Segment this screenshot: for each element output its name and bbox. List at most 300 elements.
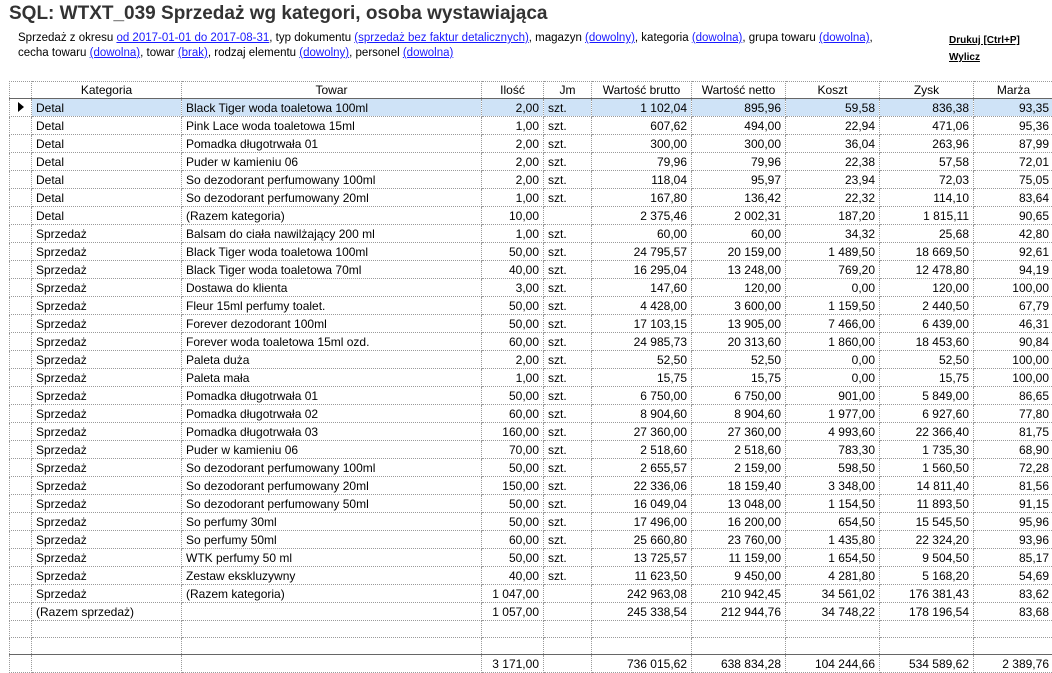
param-warehouse-link[interactable]: (dowolny) bbox=[585, 32, 635, 44]
cell-wartosc-brutto[interactable]: 6 750,00 bbox=[592, 387, 692, 405]
cell-jm[interactable]: szt. bbox=[544, 117, 592, 135]
cell-zysk[interactable]: 15,75 bbox=[880, 369, 974, 387]
table-row[interactable] bbox=[10, 243, 1052, 261]
cell-jm[interactable]: szt. bbox=[544, 171, 592, 189]
cell-zysk[interactable]: 1 815,11 bbox=[880, 207, 974, 225]
cell-jm[interactable]: szt. bbox=[544, 459, 592, 477]
cell-kategoria[interactable]: Detal bbox=[32, 99, 182, 117]
table-row[interactable] bbox=[10, 225, 1052, 243]
cell-wartosc-brutto[interactable]: 15,75 bbox=[592, 369, 692, 387]
cell-wartosc-brutto[interactable]: 147,60 bbox=[592, 279, 692, 297]
cell-wartosc-brutto[interactable]: 24 795,57 bbox=[592, 243, 692, 261]
cell-wartosc-brutto[interactable]: 52,50 bbox=[592, 351, 692, 369]
row-indicator[interactable] bbox=[10, 333, 32, 351]
cell-zysk[interactable]: 18 669,50 bbox=[880, 243, 974, 261]
cell-koszt[interactable]: 4 281,80 bbox=[786, 567, 880, 585]
cell-wartosc-netto[interactable]: 18 159,40 bbox=[692, 477, 786, 495]
cell-kategoria[interactable]: Sprzedaż bbox=[32, 333, 182, 351]
cell-ilosc[interactable]: 60,00 bbox=[482, 405, 544, 423]
cell-wartosc-netto[interactable]: 6 750,00 bbox=[692, 387, 786, 405]
table-row[interactable] bbox=[10, 99, 1052, 117]
cell-wartosc-netto[interactable]: 120,00 bbox=[692, 279, 786, 297]
cell-towar[interactable]: Puder w kamieniu 06 bbox=[182, 153, 482, 171]
cell-ilosc[interactable]: 50,00 bbox=[482, 297, 544, 315]
cell-jm[interactable]: szt. bbox=[544, 243, 592, 261]
column-header-marza[interactable]: Marża bbox=[974, 82, 1052, 99]
cell-wartosc-netto[interactable]: 16 200,00 bbox=[692, 513, 786, 531]
cell-koszt[interactable]: 1 977,00 bbox=[786, 405, 880, 423]
column-header-wartosc-brutto[interactable]: Wartość brutto bbox=[592, 82, 692, 99]
row-indicator[interactable] bbox=[10, 369, 32, 387]
cell-towar[interactable]: So dezodorant perfumowany 50ml bbox=[182, 495, 482, 513]
cell-wartosc-brutto[interactable]: 4 428,00 bbox=[592, 297, 692, 315]
table-row[interactable] bbox=[10, 603, 1052, 621]
table-row[interactable] bbox=[10, 369, 1052, 387]
column-header-kategoria[interactable]: Kategoria bbox=[32, 82, 182, 99]
cell-jm[interactable]: szt. bbox=[544, 441, 592, 459]
table-row[interactable] bbox=[10, 135, 1052, 153]
cell-zysk[interactable]: 22 366,40 bbox=[880, 423, 974, 441]
cell-wartosc-brutto[interactable]: 300,00 bbox=[592, 135, 692, 153]
cell-wartosc-brutto[interactable]: 242 963,08 bbox=[592, 585, 692, 603]
cell-ilosc[interactable]: 40,00 bbox=[482, 261, 544, 279]
cell-wartosc-brutto[interactable]: 24 985,73 bbox=[592, 333, 692, 351]
cell-wartosc-brutto[interactable]: 22 336,06 bbox=[592, 477, 692, 495]
cell-wartosc-netto[interactable]: 8 904,60 bbox=[692, 405, 786, 423]
cell-marza[interactable]: 81,75 bbox=[974, 423, 1052, 441]
cell-towar[interactable]: Puder w kamieniu 06 bbox=[182, 441, 482, 459]
param-personnel-link[interactable]: (dowolna) bbox=[403, 47, 454, 59]
cell-jm[interactable]: szt. bbox=[544, 531, 592, 549]
cell-wartosc-brutto[interactable]: 17 103,15 bbox=[592, 315, 692, 333]
cell-marza[interactable]: 67,79 bbox=[974, 297, 1052, 315]
cell-kategoria[interactable]: Sprzedaż bbox=[32, 423, 182, 441]
cell-kategoria[interactable]: Sprzedaż bbox=[32, 225, 182, 243]
cell-jm[interactable]: szt. bbox=[544, 135, 592, 153]
cell-kategoria[interactable]: Sprzedaż bbox=[32, 459, 182, 477]
row-indicator[interactable] bbox=[10, 567, 32, 585]
cell-ilosc[interactable]: 2,00 bbox=[482, 351, 544, 369]
cell-jm[interactable]: szt. bbox=[544, 513, 592, 531]
cell-koszt[interactable]: 0,00 bbox=[786, 351, 880, 369]
cell-kategoria[interactable]: Detal bbox=[32, 189, 182, 207]
cell-wartosc-netto[interactable]: 2 518,60 bbox=[692, 441, 786, 459]
table-row[interactable] bbox=[10, 459, 1052, 477]
cell-zysk[interactable]: 120,00 bbox=[880, 279, 974, 297]
cell-jm[interactable] bbox=[544, 207, 592, 225]
cell-koszt[interactable]: 1 435,80 bbox=[786, 531, 880, 549]
cell-wartosc-netto[interactable]: 2 159,00 bbox=[692, 459, 786, 477]
cell-towar[interactable] bbox=[182, 603, 482, 621]
cell-ilosc[interactable]: 1,00 bbox=[482, 369, 544, 387]
cell-zysk[interactable]: 9 504,50 bbox=[880, 549, 974, 567]
cell-zysk[interactable]: 14 811,40 bbox=[880, 477, 974, 495]
cell-koszt[interactable]: 654,50 bbox=[786, 513, 880, 531]
table-row[interactable] bbox=[10, 423, 1052, 441]
cell-kategoria[interactable]: Sprzedaż bbox=[32, 531, 182, 549]
cell-towar[interactable]: Paleta mała bbox=[182, 369, 482, 387]
cell-koszt[interactable]: 1 154,50 bbox=[786, 495, 880, 513]
row-indicator[interactable] bbox=[10, 315, 32, 333]
table-row[interactable] bbox=[10, 171, 1052, 189]
param-feature-link[interactable]: (dowolna) bbox=[90, 47, 141, 59]
cell-zysk[interactable]: 25,68 bbox=[880, 225, 974, 243]
cell-marza[interactable]: 100,00 bbox=[974, 369, 1052, 387]
cell-jm[interactable]: szt. bbox=[544, 351, 592, 369]
cell-marza[interactable]: 91,15 bbox=[974, 495, 1052, 513]
cell-wartosc-brutto[interactable]: 1 102,04 bbox=[592, 99, 692, 117]
cell-jm[interactable]: szt. bbox=[544, 333, 592, 351]
cell-zysk[interactable]: 57,58 bbox=[880, 153, 974, 171]
param-element-type-link[interactable]: (dowolny) bbox=[299, 47, 349, 59]
cell-wartosc-netto[interactable]: 79,96 bbox=[692, 153, 786, 171]
cell-towar[interactable]: Zestaw ekskluzywny bbox=[182, 567, 482, 585]
cell-kategoria[interactable]: Sprzedaż bbox=[32, 297, 182, 315]
cell-ilosc[interactable]: 50,00 bbox=[482, 459, 544, 477]
cell-koszt[interactable]: 1 489,50 bbox=[786, 243, 880, 261]
cell-marza[interactable]: 93,35 bbox=[974, 99, 1052, 117]
table-row[interactable] bbox=[10, 531, 1052, 549]
cell-wartosc-netto[interactable]: 895,96 bbox=[692, 99, 786, 117]
cell-jm[interactable]: szt. bbox=[544, 297, 592, 315]
table-row[interactable] bbox=[10, 117, 1052, 135]
column-header-wartosc-netto[interactable]: Wartość netto bbox=[692, 82, 786, 99]
cell-marza[interactable]: 86,65 bbox=[974, 387, 1052, 405]
cell-kategoria[interactable]: Sprzedaż bbox=[32, 585, 182, 603]
cell-jm[interactable]: szt. bbox=[544, 423, 592, 441]
cell-ilosc[interactable]: 1,00 bbox=[482, 225, 544, 243]
table-row[interactable] bbox=[10, 153, 1052, 171]
cell-zysk[interactable]: 12 478,80 bbox=[880, 261, 974, 279]
cell-ilosc[interactable]: 1 057,00 bbox=[482, 603, 544, 621]
row-indicator[interactable] bbox=[10, 549, 32, 567]
table-row[interactable] bbox=[10, 585, 1052, 603]
cell-marza[interactable]: 46,31 bbox=[974, 315, 1052, 333]
cell-towar[interactable]: Pomadka długotrwała 01 bbox=[182, 387, 482, 405]
cell-wartosc-netto[interactable]: 27 360,00 bbox=[692, 423, 786, 441]
cell-jm[interactable]: szt. bbox=[544, 279, 592, 297]
cell-zysk[interactable]: 11 893,50 bbox=[880, 495, 974, 513]
cell-kategoria[interactable]: Sprzedaż bbox=[32, 513, 182, 531]
cell-towar[interactable]: So dezodorant perfumowany 20ml bbox=[182, 477, 482, 495]
cell-koszt[interactable]: 36,04 bbox=[786, 135, 880, 153]
cell-zysk[interactable]: 2 440,50 bbox=[880, 297, 974, 315]
cell-towar[interactable]: Pomadka długotrwała 01 bbox=[182, 135, 482, 153]
cell-marza[interactable]: 81,56 bbox=[974, 477, 1052, 495]
cell-koszt[interactable]: 22,38 bbox=[786, 153, 880, 171]
cell-koszt[interactable]: 1 159,50 bbox=[786, 297, 880, 315]
cell-jm[interactable]: szt. bbox=[544, 153, 592, 171]
cell-zysk[interactable]: 18 453,60 bbox=[880, 333, 974, 351]
row-indicator[interactable] bbox=[10, 387, 32, 405]
cell-wartosc-brutto[interactable]: 2 375,46 bbox=[592, 207, 692, 225]
cell-ilosc[interactable]: 1 047,00 bbox=[482, 585, 544, 603]
cell-zysk[interactable]: 6 439,00 bbox=[880, 315, 974, 333]
row-indicator[interactable] bbox=[10, 117, 32, 135]
print-button[interactable]: Drukuj [Ctrl+P] bbox=[949, 32, 1020, 49]
cell-kategoria[interactable]: Detal bbox=[32, 207, 182, 225]
cell-wartosc-netto[interactable]: 60,00 bbox=[692, 225, 786, 243]
column-header-koszt[interactable]: Koszt bbox=[786, 82, 880, 99]
cell-wartosc-brutto[interactable]: 2 655,57 bbox=[592, 459, 692, 477]
cell-jm[interactable] bbox=[544, 603, 592, 621]
cell-zysk[interactable]: 5 168,20 bbox=[880, 567, 974, 585]
row-indicator[interactable] bbox=[10, 189, 32, 207]
table-row[interactable] bbox=[10, 477, 1052, 495]
cell-zysk[interactable]: 1 735,30 bbox=[880, 441, 974, 459]
cell-koszt[interactable]: 901,00 bbox=[786, 387, 880, 405]
row-indicator[interactable] bbox=[10, 459, 32, 477]
cell-zysk[interactable]: 114,10 bbox=[880, 189, 974, 207]
cell-wartosc-brutto[interactable]: 118,04 bbox=[592, 171, 692, 189]
cell-ilosc[interactable]: 50,00 bbox=[482, 495, 544, 513]
cell-koszt[interactable]: 598,50 bbox=[786, 459, 880, 477]
table-row[interactable] bbox=[10, 333, 1052, 351]
cell-kategoria[interactable]: Sprzedaż bbox=[32, 495, 182, 513]
cell-jm[interactable] bbox=[544, 585, 592, 603]
cell-ilosc[interactable]: 50,00 bbox=[482, 243, 544, 261]
cell-kategoria[interactable]: Sprzedaż bbox=[32, 279, 182, 297]
cell-koszt[interactable]: 4 993,60 bbox=[786, 423, 880, 441]
cell-koszt[interactable]: 22,94 bbox=[786, 117, 880, 135]
cell-towar[interactable]: Pomadka długotrwała 02 bbox=[182, 405, 482, 423]
cell-jm[interactable]: szt. bbox=[544, 387, 592, 405]
row-indicator[interactable] bbox=[10, 243, 32, 261]
column-header-zysk[interactable]: Zysk bbox=[880, 82, 974, 99]
cell-towar[interactable]: (Razem kategoria) bbox=[182, 207, 482, 225]
cell-kategoria[interactable]: Sprzedaż bbox=[32, 405, 182, 423]
row-indicator[interactable] bbox=[10, 423, 32, 441]
cell-kategoria[interactable]: Sprzedaż bbox=[32, 243, 182, 261]
cell-wartosc-netto[interactable]: 52,50 bbox=[692, 351, 786, 369]
cell-wartosc-netto[interactable]: 95,97 bbox=[692, 171, 786, 189]
cell-marza[interactable]: 83,68 bbox=[974, 603, 1052, 621]
cell-towar[interactable]: Black Tiger woda toaletowa 100ml bbox=[182, 243, 482, 261]
cell-ilosc[interactable]: 1,00 bbox=[482, 117, 544, 135]
row-indicator[interactable] bbox=[10, 585, 32, 603]
cell-koszt[interactable]: 59,58 bbox=[786, 99, 880, 117]
table-row[interactable] bbox=[10, 315, 1052, 333]
cell-ilosc[interactable]: 2,00 bbox=[482, 171, 544, 189]
cell-kategoria[interactable]: Sprzedaż bbox=[32, 351, 182, 369]
cell-wartosc-netto[interactable]: 9 450,00 bbox=[692, 567, 786, 585]
row-indicator[interactable] bbox=[10, 441, 32, 459]
cell-marza[interactable]: 94,19 bbox=[974, 261, 1052, 279]
cell-koszt[interactable]: 1 860,00 bbox=[786, 333, 880, 351]
cell-wartosc-brutto[interactable]: 60,00 bbox=[592, 225, 692, 243]
cell-ilosc[interactable]: 2,00 bbox=[482, 99, 544, 117]
table-row[interactable] bbox=[10, 495, 1052, 513]
cell-wartosc-netto[interactable]: 212 944,76 bbox=[692, 603, 786, 621]
cell-koszt[interactable]: 769,20 bbox=[786, 261, 880, 279]
cell-towar[interactable]: (Razem kategoria) bbox=[182, 585, 482, 603]
cell-jm[interactable]: szt. bbox=[544, 567, 592, 585]
row-indicator[interactable] bbox=[10, 477, 32, 495]
row-indicator[interactable] bbox=[10, 297, 32, 315]
cell-wartosc-brutto[interactable]: 16 295,04 bbox=[592, 261, 692, 279]
cell-ilosc[interactable]: 60,00 bbox=[482, 333, 544, 351]
table-row[interactable] bbox=[10, 279, 1052, 297]
row-indicator[interactable] bbox=[10, 351, 32, 369]
cell-wartosc-brutto[interactable]: 2 518,60 bbox=[592, 441, 692, 459]
cell-zysk[interactable]: 6 927,60 bbox=[880, 405, 974, 423]
table-row[interactable] bbox=[10, 261, 1052, 279]
cell-zysk[interactable]: 5 849,00 bbox=[880, 387, 974, 405]
cell-marza[interactable]: 92,61 bbox=[974, 243, 1052, 261]
cell-towar[interactable]: Black Tiger woda toaletowa 70ml bbox=[182, 261, 482, 279]
cell-marza[interactable]: 100,00 bbox=[974, 351, 1052, 369]
cell-koszt[interactable]: 22,32 bbox=[786, 189, 880, 207]
cell-towar[interactable]: Paleta duża bbox=[182, 351, 482, 369]
calculate-button[interactable]: Wylicz bbox=[949, 49, 1020, 66]
cell-marza[interactable]: 83,64 bbox=[974, 189, 1052, 207]
cell-jm[interactable]: szt. bbox=[544, 369, 592, 387]
cell-towar[interactable]: Fleur 15ml perfumy toalet. bbox=[182, 297, 482, 315]
table-row[interactable] bbox=[10, 441, 1052, 459]
cell-kategoria[interactable]: Sprzedaż bbox=[32, 369, 182, 387]
cell-kategoria[interactable]: Detal bbox=[32, 153, 182, 171]
table-row[interactable] bbox=[10, 549, 1052, 567]
cell-koszt[interactable]: 34 561,02 bbox=[786, 585, 880, 603]
cell-wartosc-netto[interactable]: 2 002,31 bbox=[692, 207, 786, 225]
cell-zysk[interactable]: 836,38 bbox=[880, 99, 974, 117]
row-indicator[interactable] bbox=[10, 99, 32, 117]
cell-towar[interactable]: Pomadka długotrwała 03 bbox=[182, 423, 482, 441]
cell-koszt[interactable]: 1 654,50 bbox=[786, 549, 880, 567]
table-row[interactable] bbox=[10, 405, 1052, 423]
cell-ilosc[interactable]: 2,00 bbox=[482, 135, 544, 153]
cell-marza[interactable]: 42,80 bbox=[974, 225, 1052, 243]
cell-jm[interactable]: szt. bbox=[544, 495, 592, 513]
param-category-link[interactable]: (dowolna) bbox=[692, 32, 743, 44]
cell-marza[interactable]: 93,96 bbox=[974, 531, 1052, 549]
cell-marza[interactable]: 85,17 bbox=[974, 549, 1052, 567]
row-indicator[interactable] bbox=[10, 171, 32, 189]
cell-ilosc[interactable]: 150,00 bbox=[482, 477, 544, 495]
cell-koszt[interactable]: 23,94 bbox=[786, 171, 880, 189]
cell-wartosc-netto[interactable]: 13 905,00 bbox=[692, 315, 786, 333]
table-row[interactable] bbox=[10, 387, 1052, 405]
cell-koszt[interactable]: 7 466,00 bbox=[786, 315, 880, 333]
column-header-towar[interactable]: Towar bbox=[182, 82, 482, 99]
row-indicator[interactable] bbox=[10, 279, 32, 297]
cell-jm[interactable]: szt. bbox=[544, 315, 592, 333]
cell-kategoria[interactable]: Sprzedaż bbox=[32, 315, 182, 333]
row-indicator[interactable] bbox=[10, 225, 32, 243]
cell-wartosc-netto[interactable]: 13 248,00 bbox=[692, 261, 786, 279]
cell-zysk[interactable]: 72,03 bbox=[880, 171, 974, 189]
cell-zysk[interactable]: 178 196,54 bbox=[880, 603, 974, 621]
cell-kategoria[interactable]: (Razem sprzedaż) bbox=[32, 603, 182, 621]
cell-marza[interactable]: 100,00 bbox=[974, 279, 1052, 297]
cell-wartosc-netto[interactable]: 11 159,00 bbox=[692, 549, 786, 567]
row-indicator[interactable] bbox=[10, 207, 32, 225]
table-row[interactable] bbox=[10, 189, 1052, 207]
table-row[interactable] bbox=[10, 297, 1052, 315]
cell-kategoria[interactable]: Detal bbox=[32, 171, 182, 189]
row-indicator[interactable] bbox=[10, 261, 32, 279]
cell-towar[interactable]: Forever woda toaletowa 15ml ozd. bbox=[182, 333, 482, 351]
table-row[interactable] bbox=[10, 351, 1052, 369]
cell-wartosc-brutto[interactable]: 79,96 bbox=[592, 153, 692, 171]
cell-towar[interactable]: So perfumy 30ml bbox=[182, 513, 482, 531]
cell-wartosc-brutto[interactable]: 13 725,57 bbox=[592, 549, 692, 567]
cell-wartosc-netto[interactable]: 13 048,00 bbox=[692, 495, 786, 513]
cell-ilosc[interactable]: 40,00 bbox=[482, 567, 544, 585]
cell-marza[interactable]: 90,65 bbox=[974, 207, 1052, 225]
cell-towar[interactable]: Black Tiger woda toaletowa 100ml bbox=[182, 99, 482, 117]
cell-towar[interactable]: So dezodorant perfumowany 20ml bbox=[182, 189, 482, 207]
cell-towar[interactable]: Pink Lace woda toaletowa 15ml bbox=[182, 117, 482, 135]
cell-jm[interactable]: szt. bbox=[544, 405, 592, 423]
cell-marza[interactable]: 95,36 bbox=[974, 117, 1052, 135]
cell-koszt[interactable]: 34 748,22 bbox=[786, 603, 880, 621]
table-row[interactable] bbox=[10, 207, 1052, 225]
cell-zysk[interactable]: 263,96 bbox=[880, 135, 974, 153]
param-period-link[interactable]: od 2017-01-01 do 2017-08-31 bbox=[116, 32, 269, 44]
row-indicator[interactable] bbox=[10, 603, 32, 621]
cell-jm[interactable]: szt. bbox=[544, 99, 592, 117]
cell-kategoria[interactable]: Sprzedaż bbox=[32, 441, 182, 459]
cell-wartosc-brutto[interactable]: 167,80 bbox=[592, 189, 692, 207]
cell-wartosc-netto[interactable]: 136,42 bbox=[692, 189, 786, 207]
cell-ilosc[interactable]: 50,00 bbox=[482, 513, 544, 531]
cell-towar[interactable]: WTK perfumy 50 ml bbox=[182, 549, 482, 567]
cell-wartosc-brutto[interactable]: 25 660,80 bbox=[592, 531, 692, 549]
cell-koszt[interactable]: 783,30 bbox=[786, 441, 880, 459]
param-doctype-link[interactable]: (sprzedaż bez faktur detalicznych) bbox=[354, 32, 529, 44]
cell-marza[interactable]: 87,99 bbox=[974, 135, 1052, 153]
cell-wartosc-brutto[interactable]: 607,62 bbox=[592, 117, 692, 135]
cell-towar[interactable]: Forever dezodorant 100ml bbox=[182, 315, 482, 333]
row-indicator[interactable] bbox=[10, 531, 32, 549]
cell-zysk[interactable]: 52,50 bbox=[880, 351, 974, 369]
cell-marza[interactable]: 68,90 bbox=[974, 441, 1052, 459]
cell-kategoria[interactable]: Sprzedaż bbox=[32, 549, 182, 567]
cell-kategoria[interactable]: Sprzedaż bbox=[32, 567, 182, 585]
cell-ilosc[interactable]: 50,00 bbox=[482, 549, 544, 567]
cell-wartosc-brutto[interactable]: 245 338,54 bbox=[592, 603, 692, 621]
cell-kategoria[interactable]: Sprzedaż bbox=[32, 261, 182, 279]
row-indicator[interactable] bbox=[10, 405, 32, 423]
cell-marza[interactable]: 83,62 bbox=[974, 585, 1052, 603]
cell-ilosc[interactable]: 3,00 bbox=[482, 279, 544, 297]
table-row[interactable] bbox=[10, 567, 1052, 585]
cell-towar[interactable]: So dezodorant perfumowany 100ml bbox=[182, 171, 482, 189]
cell-kategoria[interactable]: Sprzedaż bbox=[32, 387, 182, 405]
cell-towar[interactable]: So dezodorant perfumowany 100ml bbox=[182, 459, 482, 477]
row-indicator[interactable] bbox=[10, 153, 32, 171]
cell-kategoria[interactable]: Sprzedaż bbox=[32, 477, 182, 495]
cell-towar[interactable]: Balsam do ciała nawilżający 200 ml bbox=[182, 225, 482, 243]
row-indicator[interactable] bbox=[10, 513, 32, 531]
cell-ilosc[interactable]: 50,00 bbox=[482, 315, 544, 333]
cell-koszt[interactable]: 3 348,00 bbox=[786, 477, 880, 495]
cell-wartosc-netto[interactable]: 20 159,00 bbox=[692, 243, 786, 261]
cell-wartosc-brutto[interactable]: 16 049,04 bbox=[592, 495, 692, 513]
cell-jm[interactable]: szt. bbox=[544, 189, 592, 207]
column-header-ilosc[interactable]: Ilość bbox=[482, 82, 544, 99]
cell-wartosc-netto[interactable]: 494,00 bbox=[692, 117, 786, 135]
param-group-link[interactable]: (dowolna) bbox=[819, 32, 870, 44]
cell-wartosc-netto[interactable]: 23 760,00 bbox=[692, 531, 786, 549]
cell-jm[interactable]: szt. bbox=[544, 549, 592, 567]
cell-wartosc-netto[interactable]: 3 600,00 bbox=[692, 297, 786, 315]
cell-zysk[interactable]: 176 381,43 bbox=[880, 585, 974, 603]
column-header-jm[interactable]: Jm bbox=[544, 82, 592, 99]
cell-ilosc[interactable]: 60,00 bbox=[482, 531, 544, 549]
cell-marza[interactable]: 72,01 bbox=[974, 153, 1052, 171]
